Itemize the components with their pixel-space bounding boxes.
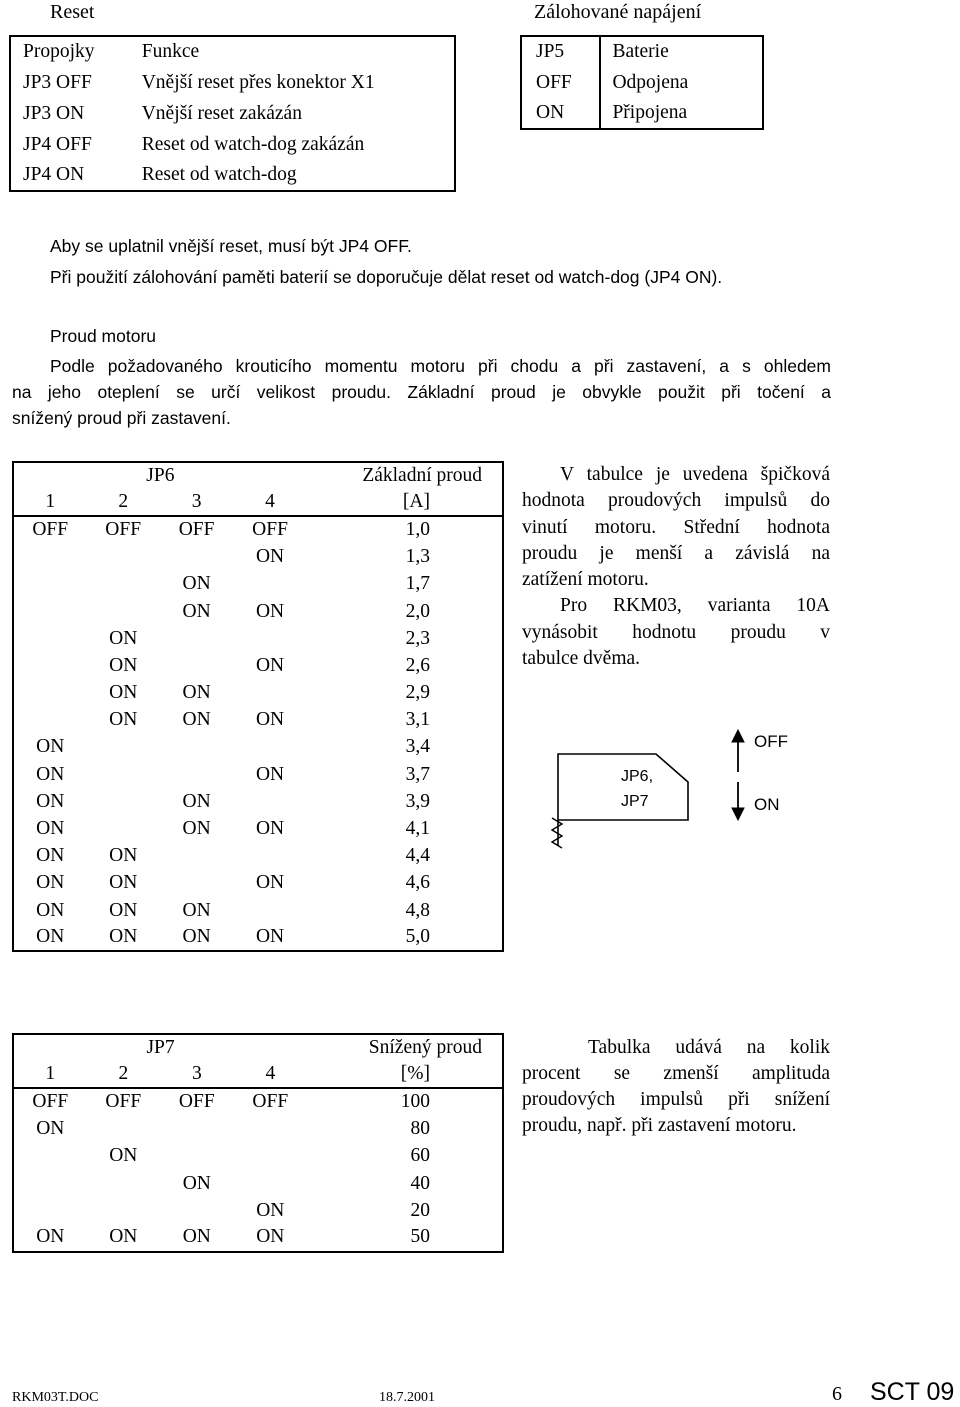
table-row	[13, 707, 503, 734]
jp6-note-line-8: tabulce dvěma.	[522, 648, 641, 670]
switch-state-cell: ON	[255, 709, 285, 731]
jp7-unit: [%]	[400, 1063, 430, 1085]
switch-state-cell: OFF	[87, 1088, 161, 1115]
table-row	[13, 598, 503, 625]
switch-state-cell	[13, 571, 86, 598]
battery-state-cell: Připojena	[612, 102, 688, 123]
battery-table-body	[521, 36, 763, 129]
switch-state-cell: ON	[182, 899, 211, 921]
switch-state-cell: OFF	[13, 516, 86, 543]
jp7-note-line-3: proudových impulsů při snížení	[522, 1089, 830, 1110]
switch-state-cell: ON	[182, 600, 211, 622]
switch-state-cell	[160, 761, 233, 788]
table-row	[13, 571, 503, 598]
table-row	[10, 98, 455, 129]
function-cell: Reset od watch-dog zakázán	[141, 133, 365, 155]
switch-state-cell: ON	[109, 627, 138, 649]
switch-number: 4	[265, 1063, 276, 1085]
jumper-cell: JP3 OFF	[23, 71, 92, 93]
jp7-note	[522, 1035, 830, 1139]
switch-state-cell: ON	[36, 899, 65, 921]
switch-state-cell	[233, 734, 306, 761]
switch-state-cell	[13, 625, 86, 652]
switch-state-cell	[160, 1143, 234, 1170]
current-value-cell: 4,8	[405, 899, 430, 921]
switch-state-cell: ON	[109, 899, 138, 921]
switch-state-cell: OFF	[233, 516, 306, 543]
switch-number: 3	[191, 491, 202, 513]
table-row	[13, 897, 503, 924]
switch-number: 1	[45, 491, 56, 513]
switch-state-cell: ON	[182, 926, 211, 948]
switch-state-cell	[13, 707, 86, 734]
switch-number: 4	[265, 491, 275, 513]
table-row	[13, 652, 503, 679]
switch-state-cell	[160, 734, 233, 761]
current-value-cell: 3,9	[405, 790, 430, 812]
jp7-table-body	[13, 1034, 503, 1252]
switch-state-cell: ON	[109, 926, 138, 948]
battery-heading: Zálohované napájení	[534, 1, 702, 23]
table-row	[13, 1170, 503, 1197]
table-row	[13, 1143, 503, 1170]
footer-date: 18.7.2001	[379, 1390, 435, 1405]
table-row	[13, 734, 503, 761]
switch-number: 3	[191, 1063, 202, 1085]
motor-paragraph-line-3: snížený proud při zastavení.	[12, 408, 231, 428]
table-row	[13, 1197, 503, 1224]
jumper-cell: JP3 ON	[23, 102, 85, 124]
jp6-note-line-5: zatížení motoru.	[522, 569, 649, 591]
jumper-cell: Propojky	[23, 41, 95, 62]
switch-state-cell: ON	[109, 682, 138, 704]
switch-state-cell	[87, 1170, 161, 1197]
switch-state-cell: OFF	[160, 1088, 234, 1115]
on-arrow-icon	[732, 782, 744, 820]
switch-state-cell: OFF	[160, 516, 233, 543]
switch-state-cell: ON	[109, 709, 138, 731]
switch-state-cell	[13, 680, 86, 707]
motor-paragraph-line-1: Podle požadovaného krouticího momentu motoru při chodu a při zastavení, a s ohledem	[50, 356, 831, 376]
jp7-note-line-1: Tabulka udává na kolik	[588, 1037, 830, 1058]
jp6-note	[522, 462, 830, 672]
switch-state-cell: ON	[36, 818, 65, 840]
jp7-title: JP7	[146, 1037, 175, 1059]
switch-number: 2	[118, 1063, 129, 1085]
jp6-current-table	[12, 461, 504, 952]
jp6-value-title: Základní proud	[362, 465, 482, 487]
switch-state-cell: ON	[256, 1226, 285, 1248]
switch-state-cell	[233, 897, 306, 924]
battery-state-cell: Baterie	[612, 41, 669, 62]
switch-state-cell: ON	[255, 872, 285, 894]
reset-table-body	[10, 36, 455, 191]
function-cell: Vnější reset přes konektor X1	[141, 71, 375, 93]
table-row	[13, 761, 503, 788]
table-row	[13, 1088, 503, 1115]
switch-state-cell	[233, 625, 306, 652]
reset-table-header	[10, 36, 455, 67]
current-value-cell: 3,7	[405, 763, 430, 785]
switch-state-cell	[160, 625, 233, 652]
current-value-cell: 3,4	[405, 736, 430, 758]
switch-state-cell	[160, 652, 233, 679]
jp7-note-line-2: procent se zmenší amplituda	[522, 1063, 830, 1084]
current-value-cell: 1,3	[405, 546, 430, 568]
function-cell: Reset od watch-dog	[141, 164, 297, 185]
jp6-table-body	[13, 462, 503, 951]
reset-jumper-table	[9, 35, 456, 192]
switch-state-cell: ON	[109, 845, 138, 867]
function-cell: Vnější reset zakázán	[141, 102, 302, 124]
switch-state-cell: ON	[36, 790, 65, 812]
current-value-cell: 50	[410, 1226, 430, 1248]
switch-state-cell: ON	[109, 654, 138, 676]
current-value-cell: 60	[410, 1145, 430, 1167]
table-row	[521, 98, 763, 129]
current-value-cell: 20	[410, 1199, 430, 1221]
current-value-cell: 2,3	[405, 627, 430, 649]
jumper-label	[621, 764, 653, 814]
switch-state-cell	[86, 788, 159, 815]
table-row	[13, 680, 503, 707]
switch-state-cell	[86, 815, 159, 842]
switch-state-cell	[233, 680, 306, 707]
break-symbol	[552, 818, 562, 848]
switch-state-cell: ON	[36, 1226, 65, 1248]
jp6-note-line-7: vynásobit hodnotu proudu v	[522, 621, 830, 643]
switch-state-cell: OFF	[13, 1088, 87, 1115]
footer-page-number: 6	[832, 1383, 842, 1405]
switch-state-cell: OFF	[234, 1088, 308, 1115]
switch-state-cell	[160, 843, 233, 870]
jp7-note-line-4: proudu, např. při zastavení motoru.	[522, 1115, 797, 1136]
jp6-note-line-4: proudu je menší a závislá na	[522, 542, 830, 564]
jp7-value-title: Snížený proud	[368, 1037, 482, 1059]
switch-state-cell: OFF	[86, 516, 159, 543]
switch-state-cell: ON	[182, 709, 211, 731]
table-row	[13, 625, 503, 652]
switch-state-cell	[87, 1116, 161, 1143]
current-value-cell: 40	[410, 1172, 430, 1194]
switch-state-cell	[233, 788, 306, 815]
jp6-note-line-3: vinutí motoru. Střední hodnota	[522, 516, 830, 538]
switch-state-cell	[13, 598, 86, 625]
switch-state-cell: ON	[36, 1118, 65, 1140]
table-row	[10, 129, 455, 160]
switch-state-cell: ON	[182, 1172, 211, 1194]
switch-state-cell: ON	[255, 546, 285, 568]
current-value-cell: 2,9	[405, 682, 430, 704]
current-value-cell: 80	[410, 1118, 430, 1140]
reset-heading: Reset	[50, 1, 95, 23]
switch-state-cell: ON	[182, 682, 211, 704]
switch-state-cell	[13, 544, 86, 571]
switch-state-cell: ON	[255, 600, 285, 622]
switch-state-cell	[13, 1143, 87, 1170]
switch-state-cell: ON	[255, 763, 285, 785]
table-row	[13, 544, 503, 571]
current-value-cell: 4,6	[405, 872, 430, 894]
jumper-cell: JP4 ON	[23, 164, 85, 185]
footer-brand: SCT 09	[870, 1378, 955, 1406]
current-value-cell: 3,1	[405, 709, 430, 731]
jumper-state-cell: ON	[521, 98, 600, 129]
function-cell: Funkce	[141, 41, 200, 62]
jp6-title-row	[13, 462, 503, 489]
table-row	[13, 924, 503, 951]
switch-state-cell	[86, 544, 159, 571]
jp7-title-row	[13, 1034, 503, 1061]
jp6-columns-row	[13, 489, 503, 516]
switch-state-cell	[13, 1170, 87, 1197]
motor-current-heading: Proud motoru	[50, 326, 157, 346]
current-value-cell: 2,6	[405, 654, 430, 676]
switch-state-cell: ON	[109, 872, 138, 894]
switch-number: 1	[45, 1063, 56, 1085]
switch-state-cell: ON	[182, 818, 211, 840]
switch-state-cell	[234, 1116, 308, 1143]
switch-state-cell	[234, 1170, 308, 1197]
table-row	[10, 67, 455, 98]
switch-state-cell: ON	[36, 845, 65, 867]
table-row	[13, 1224, 503, 1251]
reset-note-2: Při použití zálohování paměti baterií se doporučuje dělat reset od watch-dog (JP4 ON).	[50, 267, 723, 287]
table-row	[13, 870, 503, 897]
jumper-off-label: OFF	[754, 732, 788, 751]
table-row	[521, 67, 763, 98]
switch-state-cell: ON	[36, 763, 65, 785]
switch-state-cell: ON	[109, 1145, 138, 1167]
jumper-label-line-2: JP7	[621, 793, 649, 810]
jumper-on-label: ON	[754, 795, 780, 814]
jp6-unit: [A]	[402, 491, 430, 513]
switch-state-cell	[13, 652, 86, 679]
table-row	[13, 843, 503, 870]
footer-filename: RKM03T.DOC	[12, 1390, 99, 1405]
table-row	[13, 516, 503, 543]
switch-state-cell	[13, 1197, 87, 1224]
switch-state-cell: ON	[182, 1226, 211, 1248]
switch-state-cell: ON	[109, 1226, 138, 1248]
switch-state-cell	[87, 1197, 161, 1224]
jp6-title: JP6	[146, 465, 175, 487]
battery-state-cell: Odpojena	[612, 71, 689, 93]
switch-state-cell: ON	[255, 654, 285, 676]
current-value-cell: 4,1	[405, 818, 430, 840]
jumper-state-cell: OFF	[521, 67, 600, 98]
table-row	[10, 160, 455, 191]
switch-state-cell: ON	[182, 573, 211, 595]
switch-state-cell	[160, 1116, 234, 1143]
current-value-cell: 1,7	[405, 573, 430, 595]
battery-table-header	[521, 36, 763, 67]
switch-state-cell	[160, 1197, 234, 1224]
switch-state-cell	[160, 870, 233, 897]
table-row	[13, 1116, 503, 1143]
reset-note-1: Aby se uplatnil vnější reset, musí být JP4 OFF.	[50, 236, 412, 256]
switch-state-cell	[233, 571, 306, 598]
motor-paragraph-line-2: na jeho oteplení se určí velikost proudu. Základní proud je obvykle použit při točení a	[12, 382, 831, 402]
off-arrow-icon	[732, 730, 744, 772]
switch-state-cell: ON	[36, 926, 65, 948]
switch-state-cell	[233, 843, 306, 870]
switch-state-cell: ON	[182, 790, 211, 812]
jumper-cell: JP4 OFF	[23, 133, 92, 155]
battery-jumper-table	[520, 35, 764, 130]
jp7-current-table	[12, 1033, 504, 1253]
switch-state-cell: ON	[256, 1199, 285, 1221]
current-value-cell: 1,0	[307, 516, 503, 543]
switch-state-cell: ON	[36, 736, 65, 758]
jumper-label-line-1: JP6,	[621, 768, 654, 785]
switch-state-cell	[86, 734, 159, 761]
jp6-note-line-1: V tabulce je uvedena špičková	[560, 464, 830, 485]
jp7-columns-row	[13, 1061, 503, 1088]
jp6-note-line-2: hodnota proudových impulsů do	[522, 490, 830, 512]
table-row	[13, 815, 503, 842]
switch-state-cell	[160, 544, 233, 571]
table-row	[13, 788, 503, 815]
switch-state-cell	[86, 761, 159, 788]
jumper-state-cell: JP5	[521, 36, 600, 67]
switch-state-cell	[234, 1143, 308, 1170]
switch-state-cell	[86, 598, 159, 625]
switch-state-cell: ON	[255, 926, 285, 948]
switch-state-cell: ON	[36, 872, 65, 894]
switch-number: 2	[118, 491, 129, 513]
current-value-cell: 5,0	[405, 926, 430, 948]
jp6-note-line-6: Pro RKM03, varianta 10A	[560, 595, 830, 617]
current-value-cell: 2,0	[405, 600, 430, 622]
current-value-cell: 100	[307, 1088, 503, 1115]
switch-state-cell	[86, 571, 159, 598]
motor-current-paragraph	[12, 353, 831, 431]
switch-state-cell: ON	[255, 818, 285, 840]
current-value-cell: 4,4	[405, 845, 430, 867]
